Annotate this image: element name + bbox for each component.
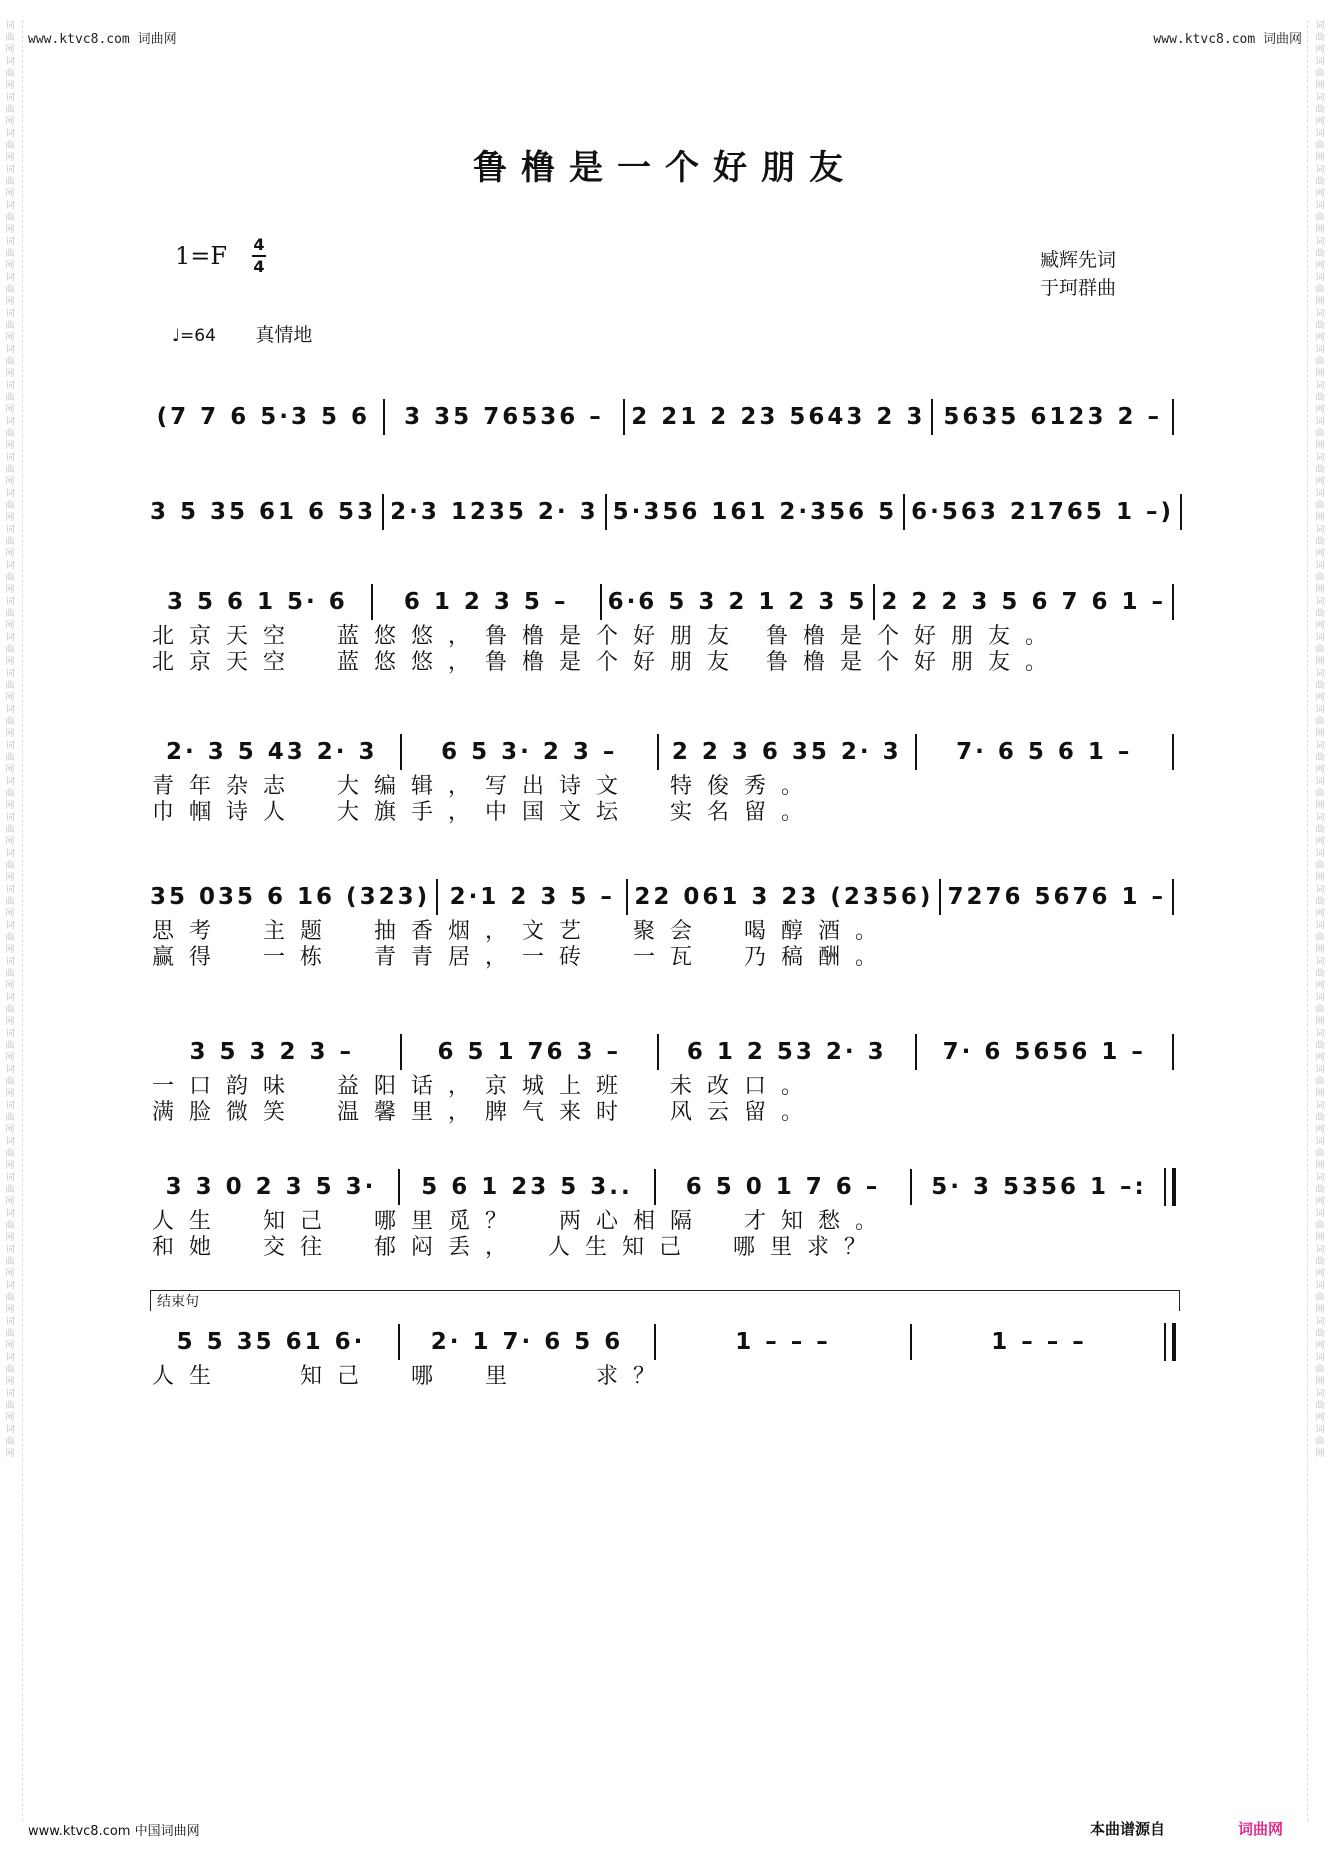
- measure: 6 1 2 3 5 –: [403, 589, 569, 615]
- measure: 2·3 1235 2· 3: [390, 499, 599, 525]
- barline: [1164, 1323, 1176, 1361]
- barline: [657, 1034, 659, 1070]
- score-system: [150, 1165, 1180, 1261]
- measure: 2· 3 5 43 2· 3: [165, 739, 378, 765]
- lyric-line: 赢得 一栋 青青居，一砖 一瓦 乃稿酬。: [152, 945, 893, 970]
- lyricist: 臧辉先词: [1040, 249, 1117, 271]
- lyric-line: 思考 主题 抽香烟，文艺 聚会 喝醇酒。: [152, 919, 893, 944]
- barline: [910, 1324, 912, 1360]
- barline: [1172, 1034, 1174, 1070]
- barline: [657, 734, 659, 770]
- measure: 6 5 1 76 3 –: [437, 1039, 622, 1065]
- measure: 6 5 3· 2 3 –: [441, 739, 618, 765]
- barline: [605, 494, 607, 530]
- side-watermark-right: 词曲网词曲网词曲网词曲网词曲网词曲网词曲网词曲网词曲网词曲网词曲网词曲网词曲网词曲网词曲网词曲网词曲网词曲网词曲网词曲网词曲网词曲网词曲网词曲网词曲网词曲网词曲网词曲网词曲网词曲网词曲网词曲网词曲网词曲网词曲网词曲网词曲网词曲网词曲网词曲网: [1315, 21, 1325, 1459]
- barline: [1172, 879, 1174, 915]
- notation-line: [150, 580, 1180, 624]
- measure: 3 5 35 61 6 53: [150, 499, 377, 525]
- notation-line: [150, 1030, 1180, 1074]
- footer-brand: 词曲网: [1238, 1820, 1284, 1838]
- barline: [910, 1169, 912, 1205]
- measure: 5 5 35 61 6·: [176, 1329, 366, 1355]
- lyric-line: 人生 知己 哪里觅？ 两心相隔 才知愁。: [152, 1209, 893, 1234]
- score-system: [150, 1030, 1180, 1126]
- lyric-line: 满脸微笑 温馨里，脾气来时 风云留。: [152, 1100, 819, 1125]
- score-system: [150, 730, 1180, 826]
- barline: [931, 399, 933, 435]
- barline: [1172, 399, 1174, 435]
- barline: [1164, 1168, 1176, 1206]
- notation-line: [150, 490, 1180, 534]
- measure: 22 061 3 23 (2356): [634, 884, 934, 910]
- ending-bracket: 结束句: [150, 1290, 1180, 1311]
- barline: [600, 584, 602, 620]
- score-system: [150, 580, 1180, 676]
- measure: 3 3 0 2 3 5 3·: [165, 1174, 377, 1200]
- measure: 1 – – –: [735, 1329, 831, 1355]
- measure: 2· 1 7· 6 5 6: [430, 1329, 624, 1355]
- barline: [400, 734, 402, 770]
- measure: 7· 6 5656 1 –: [942, 1039, 1146, 1065]
- credits: [1040, 246, 1116, 302]
- measure: 7276 5676 1 –: [947, 884, 1166, 910]
- score-system: [150, 395, 1180, 439]
- barline: [382, 494, 384, 530]
- lyric-line: 北京天空 蓝悠悠，鲁橹是个好朋友 鲁橹是个好朋友。: [152, 650, 1062, 675]
- measure: 35 035 6 16 (323): [150, 884, 431, 910]
- measure: 2 2 2 3 5 6 7 6 1 –: [881, 589, 1166, 615]
- measure: 3 5 6 1 5· 6: [166, 589, 348, 615]
- measure: 2 2 3 6 35 2· 3: [671, 739, 902, 765]
- lyric-line: 青年杂志 大编辑，写出诗文 特俊秀。: [152, 774, 819, 799]
- notation-line: [150, 1165, 1180, 1209]
- score-system: [150, 490, 1180, 534]
- composer: 于珂群曲: [1040, 277, 1117, 299]
- barline: [939, 879, 941, 915]
- score-system: [150, 1320, 1180, 1390]
- measure: (7 7 6 5·3 5 6: [156, 404, 370, 430]
- footer-source: 本曲谱源自: [1090, 1820, 1166, 1838]
- left-border: [22, 20, 23, 1821]
- measure: 3 35 76536 –: [404, 404, 604, 430]
- barline: [915, 734, 917, 770]
- lyric-line: 人生 知己 哪 里 求？: [152, 1364, 671, 1389]
- footer-left: www.ktvc8.com 中国词曲网: [28, 1824, 200, 1839]
- notation-line: [150, 730, 1180, 774]
- barline: [654, 1324, 656, 1360]
- time-sig-bottom: 4: [253, 257, 265, 276]
- side-watermark-left: 词曲网词曲网词曲网词曲网词曲网词曲网词曲网词曲网词曲网词曲网词曲网词曲网词曲网词曲网词曲网词曲网词曲网词曲网词曲网词曲网词曲网词曲网词曲网词曲网词曲网词曲网词曲网词曲网词曲网词曲网词曲网词曲网词曲网词曲网词曲网词曲网词曲网词曲网词曲网词曲网: [5, 21, 15, 1459]
- barline: [903, 494, 905, 530]
- key-signature: 1=F: [175, 242, 228, 270]
- header-left: www.ktvc8.com 词曲网: [28, 32, 177, 47]
- measure: 5· 3 5356 1 –:: [931, 1174, 1147, 1200]
- time-signature: [252, 236, 266, 276]
- lyric-line: 北京天空 蓝悠悠，鲁橹是个好朋友 鲁橹是个好朋友。: [152, 624, 1062, 649]
- barline: [371, 584, 373, 620]
- tempo-marking: [172, 320, 312, 347]
- measure: 5·356 161 2·356 5: [612, 499, 898, 525]
- measure: 2·1 2 3 5 –: [449, 884, 615, 910]
- barline: [436, 879, 438, 915]
- lyric-line: 巾帼诗人 大旗手，中国文坛 实名留。: [152, 800, 819, 825]
- time-sig-top: 4: [253, 235, 265, 254]
- measure: 5635 6123 2 –: [943, 404, 1162, 430]
- barline: [915, 1034, 917, 1070]
- notation-line: [150, 875, 1180, 919]
- tempo-value: ♩=64: [172, 326, 216, 346]
- expression-marking: 真情地: [255, 324, 313, 346]
- measure: 3 5 3 2 3 –: [189, 1039, 355, 1065]
- measure: 5 6 1 23 5 3..: [421, 1174, 633, 1200]
- measure: 7· 6 5 6 1 –: [956, 739, 1133, 765]
- measure: 6·563 21765 1 –): [911, 499, 1174, 525]
- measure: 6·6 5 3 2 1 2 3 5: [607, 589, 868, 615]
- notation-line: [150, 395, 1180, 439]
- measure: 6 5 0 1 7 6 –: [685, 1174, 881, 1200]
- right-border: [1307, 20, 1308, 1821]
- lyric-line: 和她 交往 郁闷丢， 人生知己 哪里求？: [152, 1235, 882, 1260]
- measure: 1 – – –: [991, 1329, 1087, 1355]
- barline: [626, 879, 628, 915]
- barline: [1172, 584, 1174, 620]
- barline: [1172, 734, 1174, 770]
- measure: 6 1 2 53 2· 3: [686, 1039, 887, 1065]
- lyric-line: 一口韵味 益阳话，京城上班 未改口。: [152, 1074, 819, 1099]
- song-title: 鲁橹是一个好朋友: [473, 148, 857, 188]
- barline: [398, 1169, 400, 1205]
- barline: [400, 1034, 402, 1070]
- barline: [398, 1324, 400, 1360]
- measure: 2 21 2 23 5643 2 3: [631, 404, 926, 430]
- barline: [654, 1169, 656, 1205]
- score-system: [150, 875, 1180, 971]
- barline: [623, 399, 625, 435]
- barline: [383, 399, 385, 435]
- header-right: www.ktvc8.com 词曲网: [1153, 32, 1302, 47]
- barline: [873, 584, 875, 620]
- notation-line: [150, 1320, 1180, 1364]
- barline: [1180, 494, 1182, 530]
